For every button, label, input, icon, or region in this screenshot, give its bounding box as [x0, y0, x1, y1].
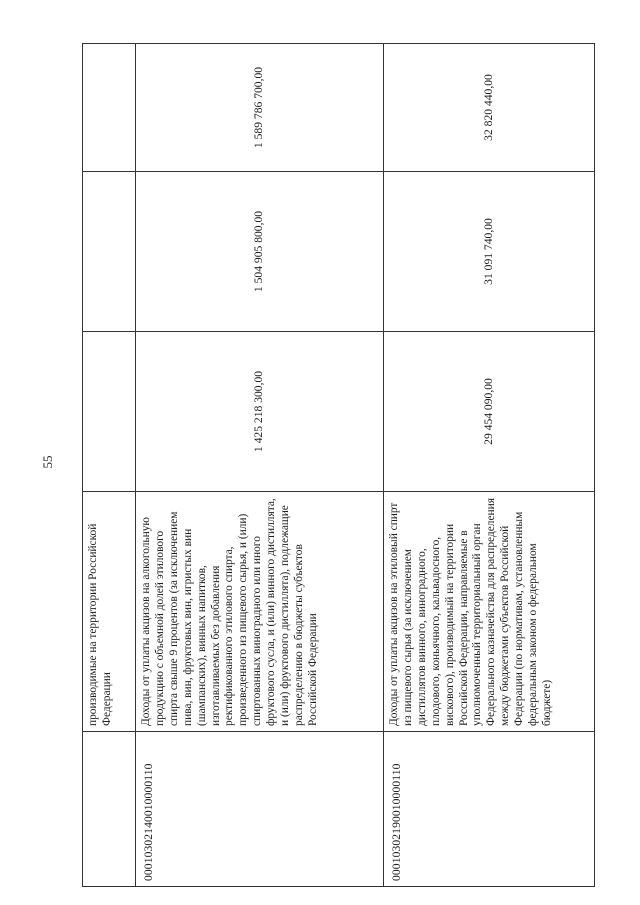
row-value-3: 32 820 440,00 [384, 44, 595, 172]
row-value-3 [83, 44, 136, 172]
row-value-1: 29 454 090,00 [384, 332, 595, 492]
row-value-3: 1 589 786 700,00 [136, 44, 384, 172]
rotated-table-wrapper [82, 44, 594, 887]
row-value-1: 1 425 218 300,00 [136, 332, 384, 492]
row-code: 00010302190010000110 [384, 732, 595, 887]
row-value-1 [83, 332, 136, 492]
row-code: 00010302140010000110 [136, 732, 384, 887]
table-row [384, 44, 595, 887]
table-row [83, 44, 136, 887]
page-number: 55 [40, 455, 55, 469]
row-code [83, 732, 136, 887]
row-name: Доходы от уплаты акцизов на алкогольную продукцию с объемной долей этилового спирта свыше 9 процентов (за исключением пива, вин, фруктовых вин, игристых вин (шампанских), винных напитков, изготавливаемых без добавления ректификованного этилового спирта, произведенного из пищевого сырья, и (или) спиртованных виноградного или иного фруктового сусла, и (или) винного дистиллята, и (или) фруктового дистиллята), подлежащие распределению в бюджеты субъектов Российской Федерации [136, 492, 384, 732]
row-name: Доходы от уплаты акцизов на этиловый спирт из пищевого сырья (за исключением дистиллятов винного, виноградного, плодового, коньячного, кальвадосного, вискового), производимый на территории Российской Федерации, направляемые в уполномоченный территориальный орган Федерального казначейства для распределения между бюджетами субъектов Российской Федерации (по нормативам, установленным федеральным законом о федеральном бюджете) [384, 492, 595, 732]
row-name: производимые на территории Российской Федерации [83, 492, 136, 732]
row-value-2: 31 091 740,00 [384, 172, 595, 332]
row-value-2: 1 504 905 800,00 [136, 172, 384, 332]
revenue-table [82, 43, 595, 887]
row-value-2 [83, 172, 136, 332]
table-row [136, 44, 384, 887]
